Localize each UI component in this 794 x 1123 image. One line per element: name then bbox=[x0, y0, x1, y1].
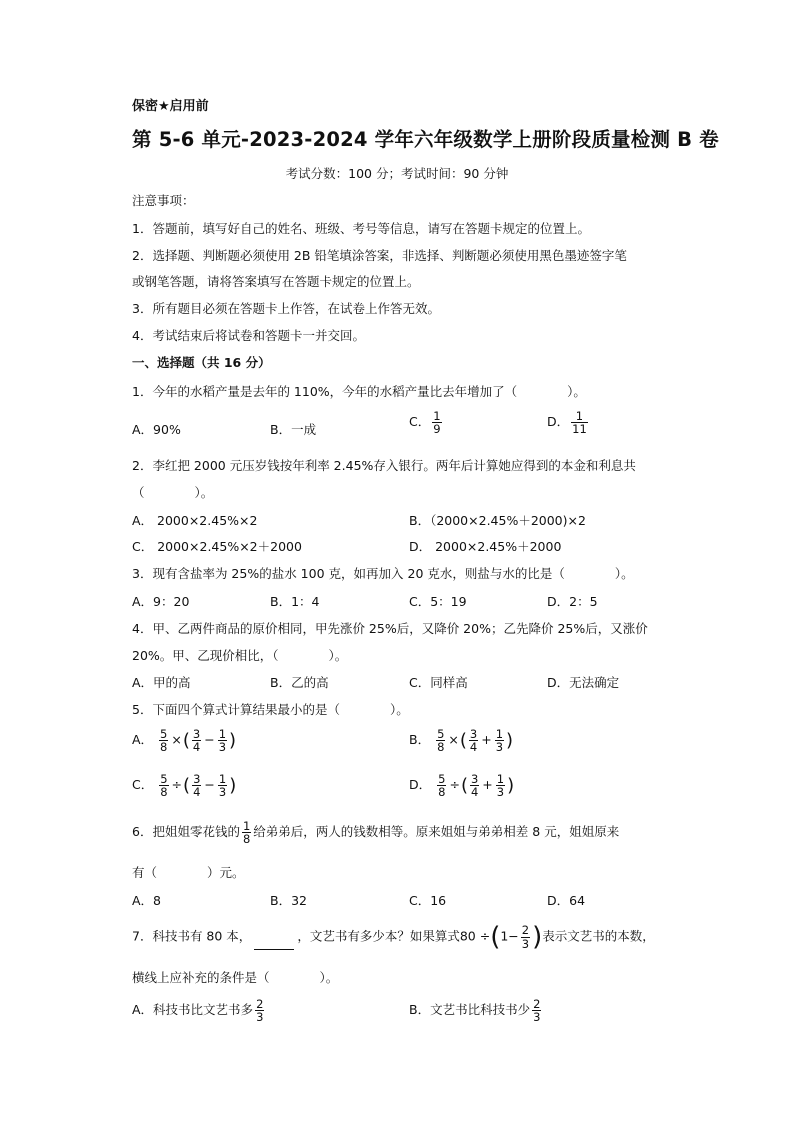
q2-option-b: B．（2000×2.45%＋2000)×2 bbox=[409, 513, 586, 528]
section-heading: 一、选择题（共 16 分） bbox=[132, 355, 271, 370]
answer-blank-line bbox=[254, 937, 294, 950]
q1-option-b: B．一成 bbox=[270, 422, 317, 437]
q6-option-c: C．16 bbox=[409, 893, 447, 908]
q1-option-c: C． $\frac{1}{9}$ bbox=[409, 409, 441, 437]
question-4-stem-cont: 20%。甲、乙现价相比，（ ）。 bbox=[132, 648, 348, 663]
note-item-1: 1．答题前，填写好自己的姓名、班级、考号等信息，请写在答题卡规定的位置上。 bbox=[132, 221, 590, 236]
question-7-stem: 7．科技书有 80 本， ，文艺书有多少本？如果算式80 ÷(1− $\frac{2}{3}$ )表示文艺书的本数， bbox=[132, 922, 655, 952]
q5-option-c: C． $\frac{5}{8}$ ÷( $\frac{3}{4}$ − $\frac{1}{3}$ ) bbox=[132, 772, 237, 800]
question-5-stem: 5．下面四个算式计算结果最小的是（ ）。 bbox=[132, 702, 409, 717]
notes-heading: 注意事项： bbox=[132, 193, 195, 208]
q3-option-a: A．9：20 bbox=[132, 594, 190, 609]
q2-option-d: D． 2000×2.45%＋2000 bbox=[409, 539, 562, 554]
note-item-2: 2．选择题、判断题必须使用 2B 铅笔填涂答案，非选择、判断题必须使用黑色墨迹签字笔 bbox=[132, 248, 627, 263]
q4-option-d: D．无法确定 bbox=[547, 675, 620, 690]
q3-option-c: C．5：19 bbox=[409, 594, 467, 609]
question-4-stem: 4．甲、乙两件商品的原价相同，甲先涨价 25%后，又降价 20%；乙先降价 25%后，又涨价 bbox=[132, 621, 648, 636]
note-item-2-cont: 或钢笔答题，请将答案填写在答题卡规定的位置上。 bbox=[132, 274, 420, 289]
q1-option-d: D． $\frac{1}{11}$ bbox=[547, 409, 587, 437]
question-2-stem-cont: （ ）。 bbox=[132, 485, 214, 500]
question-6-stem-cont: 有（ ）元。 bbox=[132, 865, 245, 880]
q2-option-c: C． 2000×2.45%×2＋2000 bbox=[132, 539, 302, 554]
q7-option-b: B．文艺书比科技书少 $\frac{2}{3}$ bbox=[409, 997, 541, 1025]
question-3-stem: 3．现有含盐率为 25%的盐水 100 克，如再加入 20 克水，则盐与水的比是（ ）。 bbox=[132, 566, 634, 581]
q4-option-c: C．同样高 bbox=[409, 675, 468, 690]
question-6-stem: 6．把姐姐零花钱的 $\frac{1}{8}$ 给弟弟后，两人的钱数相等。原来姐姐与弟弟相差 8 元，姐姐原来 bbox=[132, 819, 620, 847]
page-title: 第 5-6 单元-2023-2024 学年六年级数学上册阶段质量检测 B 卷 bbox=[132, 128, 719, 151]
q5-option-a: A． $\frac{5}{8}$ ×( $\frac{3}{4}$ − $\frac{1}{3}$ ) bbox=[132, 727, 237, 755]
q6-option-d: D．64 bbox=[547, 893, 586, 908]
q6-option-b: B．32 bbox=[270, 893, 307, 908]
note-item-4: 4．考试结束后将试卷和答题卡一并交回。 bbox=[132, 328, 365, 343]
question-1-stem: 1．今年的水稻产量是去年的 110%，今年的水稻产量比去年增加了（ ）。 bbox=[132, 384, 586, 399]
question-2-stem: 2．李红把 2000 元压岁钱按年利率 2.45%存入银行。两年后计算她应得到的本金和利息共 bbox=[132, 458, 636, 473]
question-7-stem-cont: 横线上应补充的条件是（ ）。 bbox=[132, 970, 339, 985]
q7-option-a: A．科技书比文艺书多 $\frac{2}{3}$ bbox=[132, 997, 264, 1025]
q4-option-a: A．甲的高 bbox=[132, 675, 191, 690]
secret-label: 保密★启用前 bbox=[132, 99, 209, 114]
q5-option-b: B． $\frac{5}{8}$ ×( $\frac{3}{4}$ + $\frac{1}{3}$ ) bbox=[409, 727, 514, 755]
q5-option-d: D． $\frac{5}{8}$ ÷( $\frac{3}{4}$ + $\frac{1}{3}$ ) bbox=[409, 772, 515, 800]
q3-option-d: D．2：5 bbox=[547, 594, 598, 609]
q6-option-a: A．8 bbox=[132, 893, 162, 908]
q4-option-b: B．乙的高 bbox=[270, 675, 329, 690]
q2-option-a: A． 2000×2.45%×2 bbox=[132, 513, 258, 528]
note-item-3: 3．所有题目必须在答题卡上作答，在试卷上作答无效。 bbox=[132, 301, 440, 316]
q3-option-b: B．1：4 bbox=[270, 594, 320, 609]
q1-option-a: A．90% bbox=[132, 422, 181, 437]
exam-info: 考试分数：100 分；考试时间：90 分钟 bbox=[285, 166, 509, 181]
